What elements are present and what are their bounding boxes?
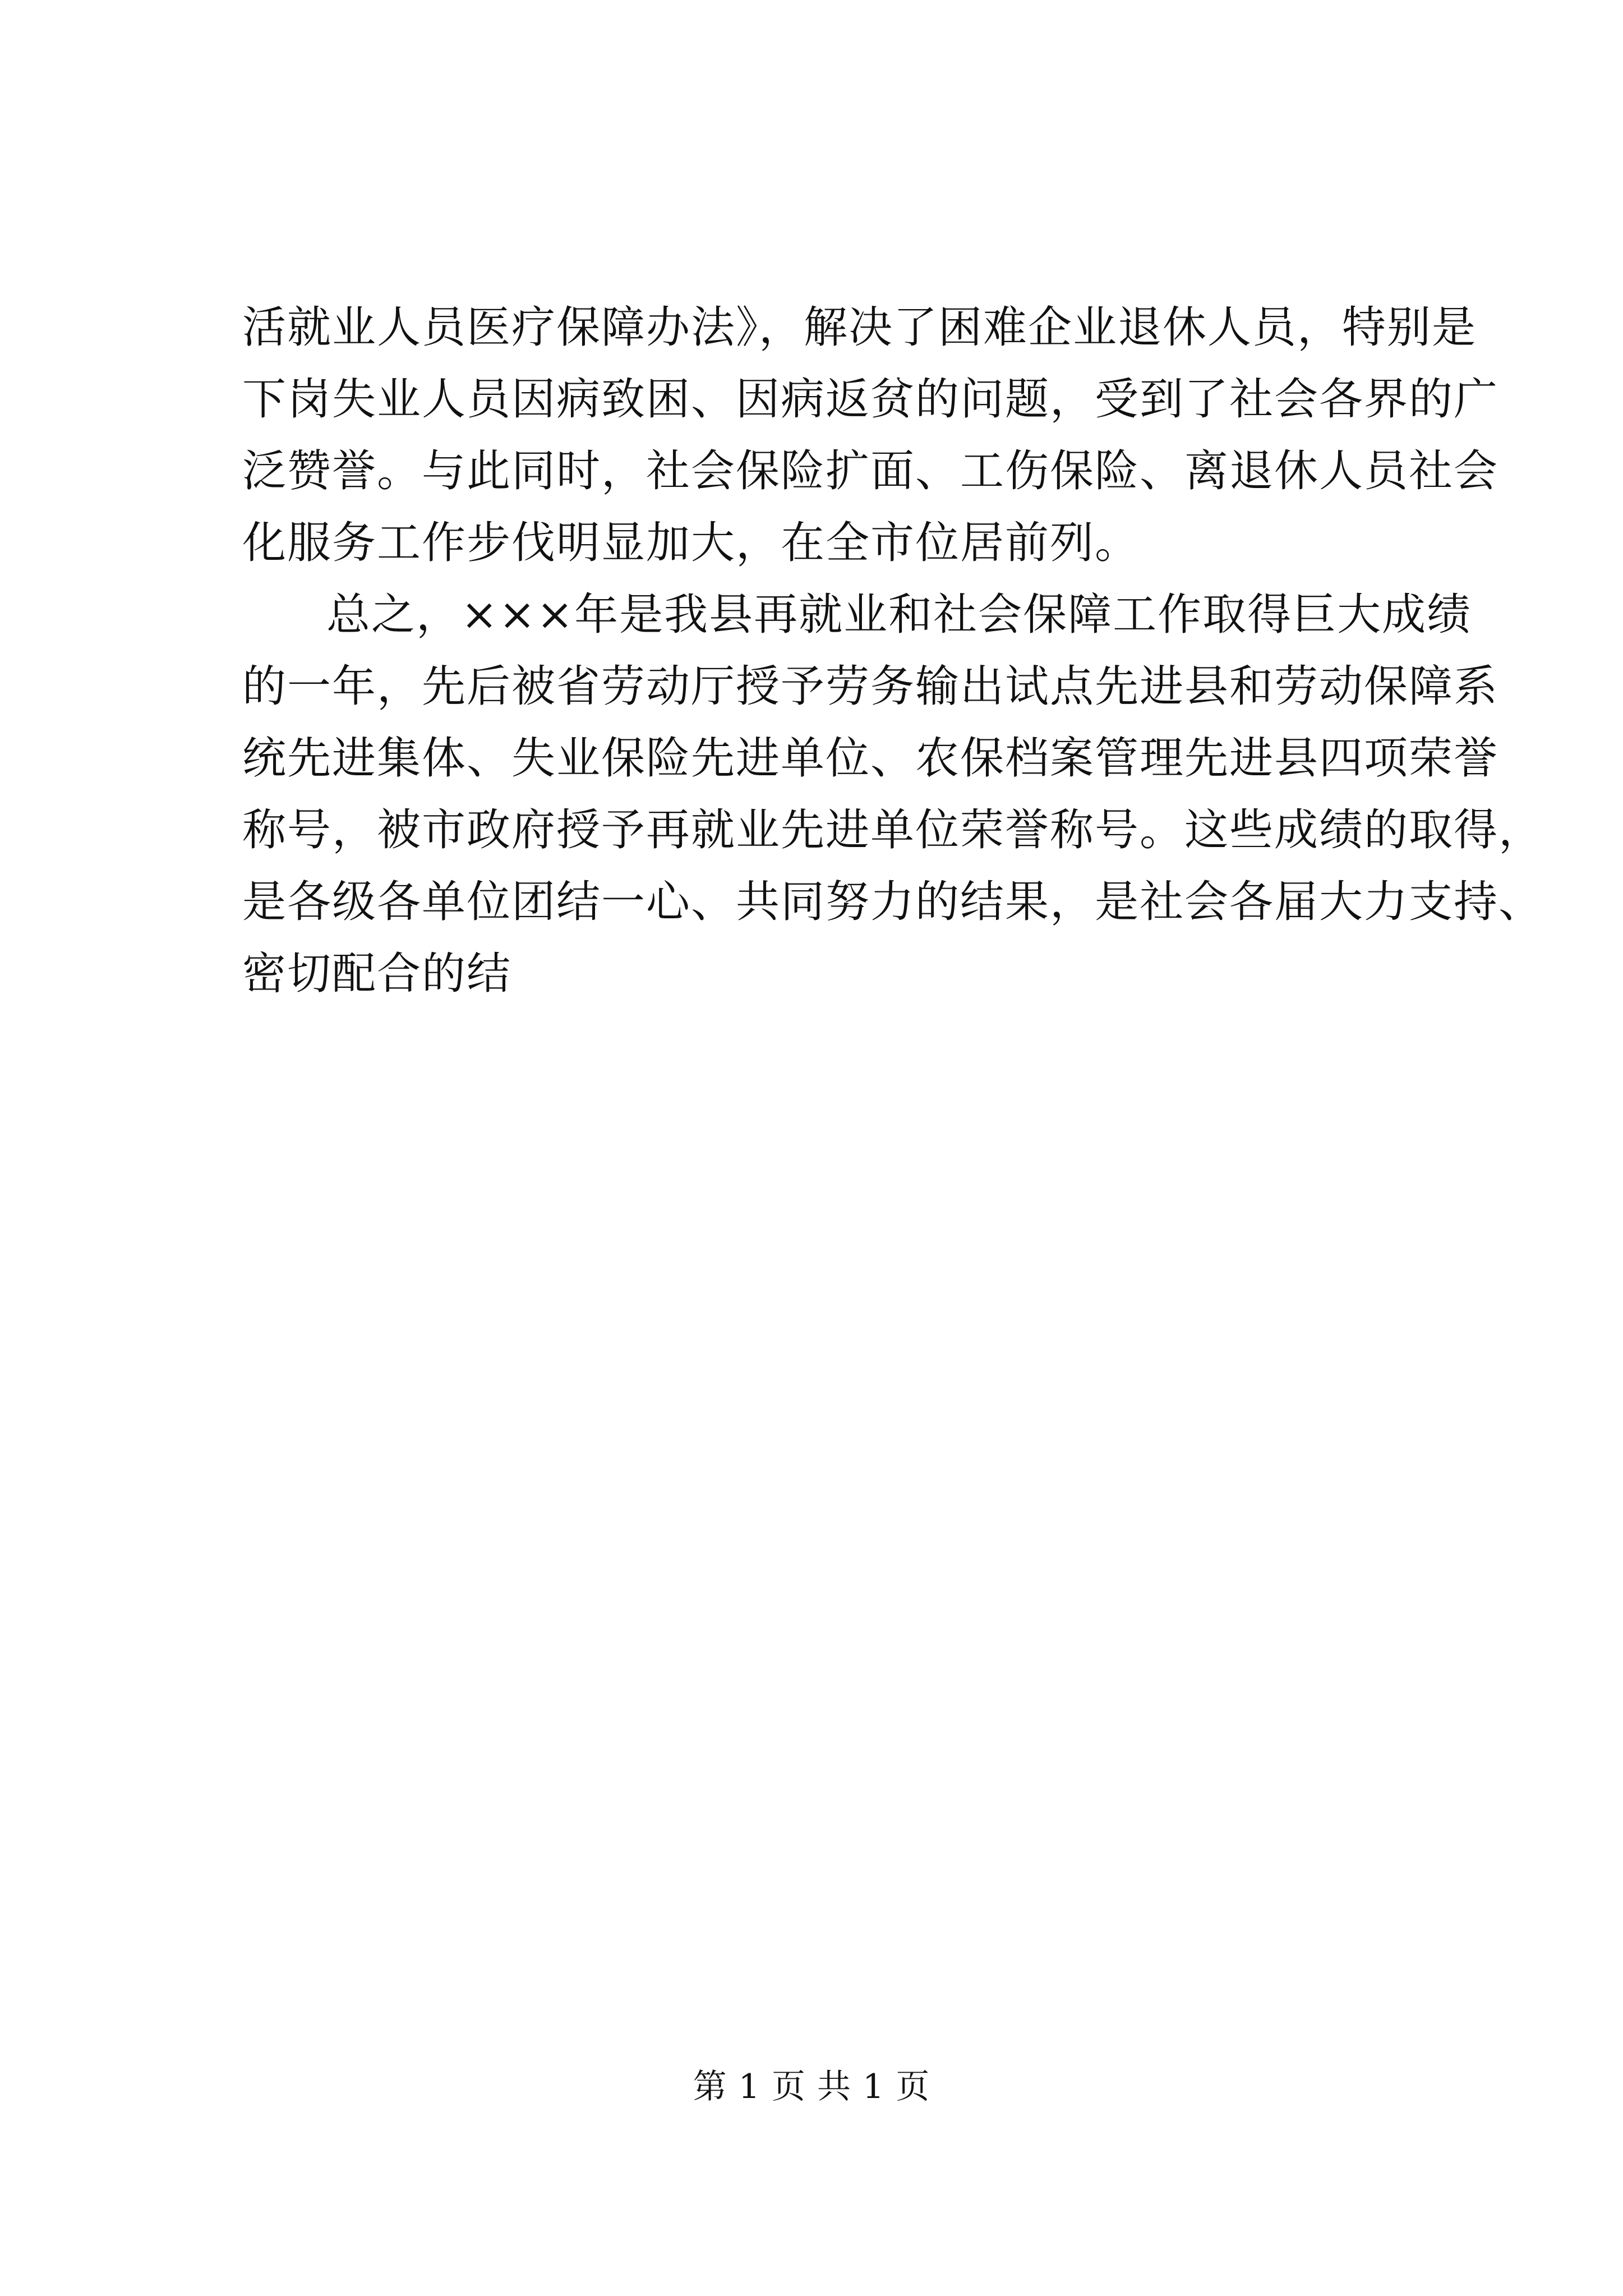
paragraph-line: 化服务工作步伐明显加大，在全市位居前列。 (242, 518, 1140, 568)
paragraph-line: 总之，×××年是我县再就业和社会保障工作取得巨大成绩 (326, 590, 1472, 640)
paragraph-line: 活就业人员医疗保障办法》，解决了困难企业退休人员，特别是 (242, 302, 1477, 353)
paragraph-line: 称号，被市政府授予再就业先进单位荣誉称号。这些成绩的取得， (242, 805, 1544, 855)
paragraph-line: 是各级各单位团结一心、共同努力的结果，是社会各届大力支持、 (242, 877, 1544, 927)
paragraph-line: 密切配合的结 (242, 949, 512, 999)
paragraph-line: 统先进集体、失业保险先进单位、农保档案管理先进县四项荣誉 (242, 733, 1499, 784)
paragraph-line: 下岗失业人员因病致困、因病返贫的问题，受到了社会各界的广 (242, 374, 1499, 425)
document-body (242, 292, 1544, 1010)
paragraph-line: 泛赞誉。与此同时，社会保险扩面、工伤保险、离退休人员社会 (242, 446, 1499, 496)
page-number-footer: 第 1 页 共 1 页 (693, 2067, 930, 2106)
paragraph-line: 的一年，先后被省劳动厅授予劳务输出试点先进县和劳动保障系 (242, 661, 1499, 712)
